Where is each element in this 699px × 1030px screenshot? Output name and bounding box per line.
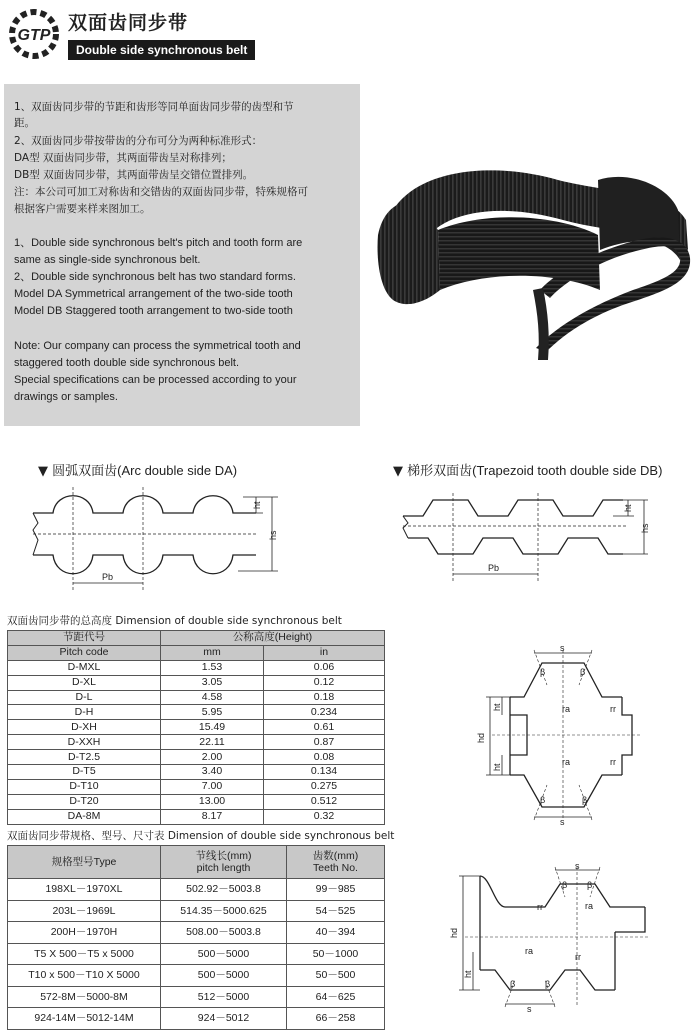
table-row: T5 X 500－T5 x 5000 500－5000 50－1000 bbox=[8, 943, 385, 965]
col-pitch-code-en: Pitch code bbox=[8, 645, 161, 660]
label-beta: β bbox=[562, 880, 568, 890]
spec-table bbox=[7, 845, 385, 1030]
intro-note-line: Note: Our company can process the symmetrical tooth and bbox=[14, 340, 301, 352]
col-pitch-length: 节线长(mm) pitch length bbox=[161, 846, 287, 879]
table-row: 198XL－1970XL 502.92－5003.8 99－985 bbox=[8, 879, 385, 901]
label-pb: Pb bbox=[488, 563, 500, 573]
col-height: 公称高度(Height) bbox=[161, 631, 385, 646]
label-rr: rr bbox=[610, 757, 616, 767]
label-ra: ra bbox=[525, 946, 534, 956]
intro-cn-line: 根据客户需要来样来图加工。 bbox=[14, 203, 151, 215]
intro-cn-line: DA型 双面齿同步带，其两面带齿呈对称排列； bbox=[14, 152, 232, 164]
label-s: s bbox=[560, 817, 565, 825]
logo-text: GTP bbox=[17, 27, 51, 44]
gtp-logo bbox=[6, 6, 62, 62]
table-row: T10 x 500－T10 X 5000 500－5000 50－500 bbox=[8, 965, 385, 987]
trap-section-title bbox=[393, 460, 662, 479]
arc-title-cn: ▼ 圆弧双面齿 bbox=[38, 464, 118, 479]
intro-cn-line: 1、双面齿同步带的节距和齿形等同单面齿同步带的齿型和节 bbox=[14, 101, 294, 113]
label-hs: hs bbox=[640, 523, 650, 533]
table-row: D-T2.5 2.00 0.08 bbox=[8, 750, 385, 765]
label-ht: ht bbox=[492, 703, 502, 711]
table-row: D-L 4.58 0.18 bbox=[8, 690, 385, 705]
label-rr: rr bbox=[610, 704, 616, 714]
trap-title-en: (Trapezoid tooth double side DB) bbox=[472, 463, 663, 478]
label-hd: hd bbox=[476, 732, 486, 743]
table-row: D-MXL 1.53 0.06 bbox=[8, 660, 385, 675]
table1-title: 双面齿同步带的总高度 Dimension of double side synchronous belt bbox=[7, 615, 342, 627]
label-ra: ra bbox=[585, 901, 594, 911]
trap-title-cn: ▼ 梯形双面齿 bbox=[393, 464, 473, 479]
label-beta: β bbox=[510, 979, 516, 989]
da-tooth-profile-diagram bbox=[472, 645, 652, 825]
arc-title-en: (Arc double side DA) bbox=[117, 463, 238, 478]
label-ht: ht bbox=[252, 501, 262, 509]
intro-en-line: Model DA Symmetrical arrangement of the two-side tooth bbox=[14, 288, 293, 300]
label-beta: β bbox=[582, 795, 588, 805]
table-row: 203L－1969L 514.35－5000.625 54－525 bbox=[8, 900, 385, 922]
label-hs: hs bbox=[268, 530, 278, 540]
table-row: DA-8M 8.17 0.32 bbox=[8, 809, 385, 824]
intro-note-line: staggered tooth double side synchronous belt. bbox=[14, 357, 240, 369]
label-beta: β bbox=[545, 979, 551, 989]
label-beta: β bbox=[540, 795, 546, 805]
table2-title: 双面齿同步带规格、型号、尺寸表 Dimension of double side synchronous belt bbox=[7, 830, 395, 842]
belt-photo bbox=[368, 140, 696, 375]
label-ra: ra bbox=[562, 704, 571, 714]
table-row: D-T20 13.00 0.512 bbox=[8, 794, 385, 809]
label-beta: β bbox=[587, 880, 593, 890]
intro-cn-line: 距。 bbox=[14, 117, 35, 129]
label-rr: rr bbox=[575, 952, 581, 962]
db-tooth-profile-diagram bbox=[445, 862, 655, 1012]
label-beta: β bbox=[540, 667, 546, 677]
height-table bbox=[7, 630, 385, 825]
label-ra: ra bbox=[562, 757, 571, 767]
intro-cn-line: DB型 双面齿同步带，其两面带齿呈交错位置排列。 bbox=[14, 169, 254, 181]
intro-panel bbox=[4, 84, 360, 426]
arc-da-diagram bbox=[28, 485, 298, 600]
col-type: 规格型号Type bbox=[8, 846, 161, 879]
table-row: D-XXH 22.11 0.87 bbox=[8, 735, 385, 750]
label-pb: Pb bbox=[102, 572, 114, 582]
col-mm: mm bbox=[161, 645, 264, 660]
table-row: D-XH 15.49 0.61 bbox=[8, 720, 385, 735]
arc-section-title bbox=[38, 460, 237, 479]
table-row: D-T5 3.40 0.134 bbox=[8, 765, 385, 780]
label-rr: rr bbox=[537, 902, 543, 912]
intro-en-line: same as single-side synchronous belt. bbox=[14, 254, 201, 266]
table-row: 924-14M－5012-14M 924－5012 66－258 bbox=[8, 1008, 385, 1030]
intro-en-line: 2、Double side synchronous belt has two standard forms. bbox=[14, 271, 296, 283]
col-pitch-code-cn: 节距代号 bbox=[8, 631, 161, 646]
label-s: s bbox=[560, 645, 565, 653]
col-teeth-no: 齿数(mm) Teeth No. bbox=[287, 846, 385, 879]
label-s: s bbox=[527, 1004, 532, 1012]
intro-note-line: drawings or samples. bbox=[14, 391, 118, 403]
label-ht: ht bbox=[463, 970, 473, 978]
intro-cn-line: 注：本公司可加工对称齿和交错齿的双面齿同步带，特殊规格可 bbox=[14, 186, 308, 198]
table-row: D-XL 3.05 0.12 bbox=[8, 675, 385, 690]
table-row: 200H－1970H 508.00－5003.8 40－394 bbox=[8, 922, 385, 944]
intro-en-line: Model DB Staggered tooth arrangement to two-side tooth bbox=[14, 305, 293, 317]
label-hd: hd bbox=[449, 927, 459, 938]
intro-cn-line: 2、双面齿同步带按带齿的分布可分为两种标准形式： bbox=[14, 135, 263, 147]
page-title-cn: 双面齿同步带 bbox=[68, 12, 189, 34]
table-row: D-H 5.95 0.234 bbox=[8, 705, 385, 720]
intro-note-line: Special specifications can be processed according to your bbox=[14, 374, 297, 386]
intro-en-line: 1、Double side synchronous belt's pitch and tooth form are bbox=[14, 237, 303, 249]
label-ht: ht bbox=[492, 763, 502, 771]
label-beta: β bbox=[580, 667, 586, 677]
col-in: in bbox=[264, 645, 385, 660]
label-ht: ht bbox=[623, 504, 633, 512]
trap-db-diagram bbox=[398, 488, 666, 588]
table-row: 572-8M－5000-8M 512－5000 64－625 bbox=[8, 986, 385, 1008]
table-row: D-T10 7.00 0.275 bbox=[8, 779, 385, 794]
label-s: s bbox=[575, 862, 580, 871]
page-title-en: Double side synchronous belt bbox=[68, 40, 255, 60]
